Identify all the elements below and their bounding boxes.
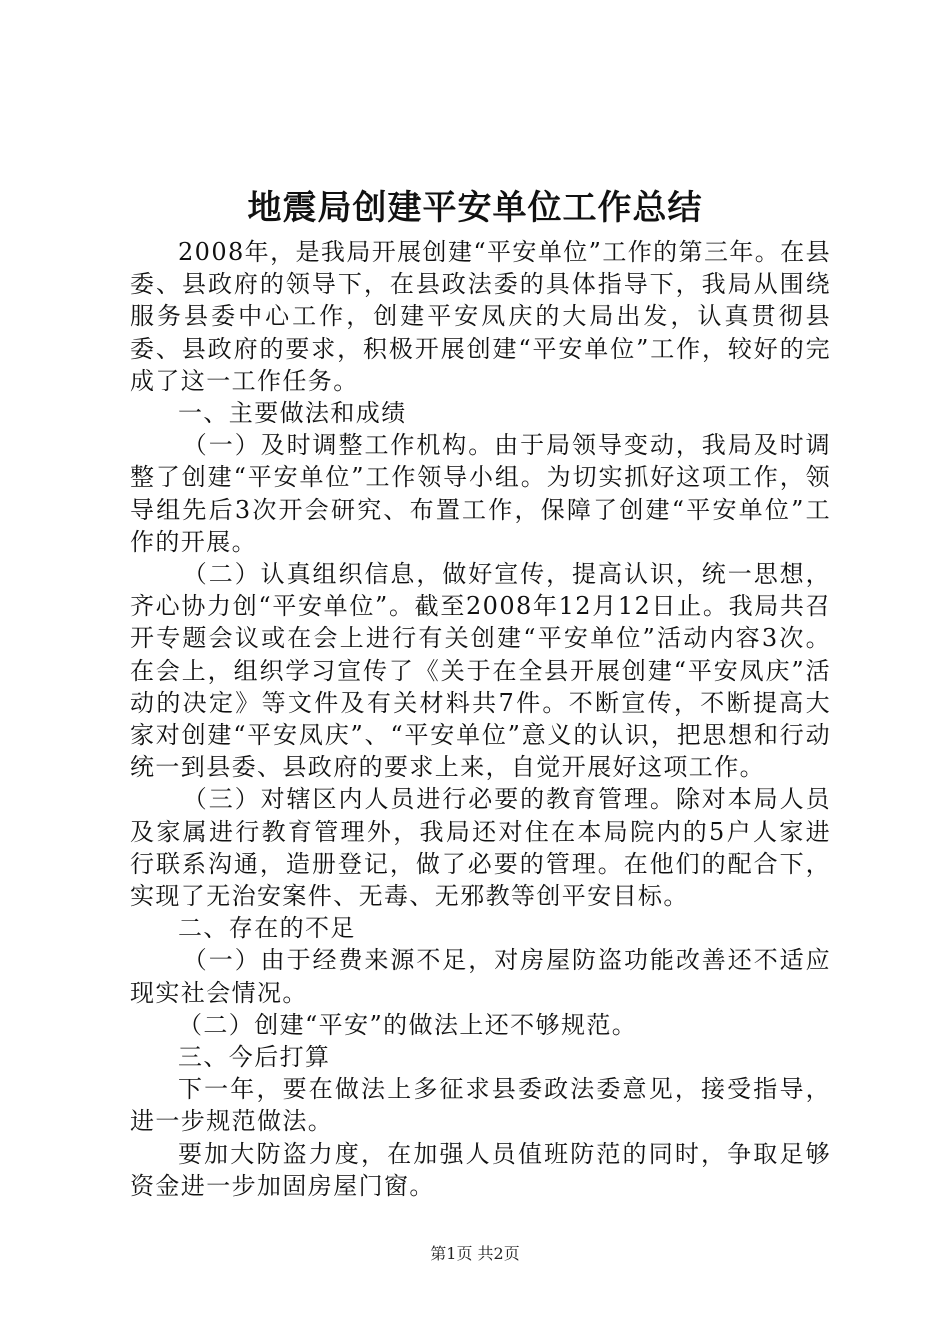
page-number-footer: 第1页 共2页 [430,1244,520,1263]
paragraph-3-1: 下一年，要在做法上多征求县委政法委意见，接受指导，进一步规范做法。 [130,1075,831,1136]
paragraph-3-2: 要加大防盗力度，在加强人员值班防范的同时，争取足够资金进一步加固房屋门窗。 [130,1139,831,1200]
paragraph-2-2: （二）创建“平安”的做法上还不够规范。 [178,1010,638,1039]
paragraph-1-1: （一）及时调整工作机构。由于局领导变动，我局及时调整了创建“平安单位”工作领导小组。为切实抓好这项工作，领导组先后3次开会研究、布置工作，保障了创建“平安单位”工作的开展。 [130,431,831,556]
document-body [130,236,831,1202]
paragraph-1-3: （三）对辖区内人员进行必要的教育管理。除对本局人员及家属进行教育管理外，我局还对住在本局院内的5户人家进行联系沟通，造册登记，做了必要的管理。在他们的配合下，实现了无治安案件、无毒、无邪教等创平安目标。 [130,785,831,911]
section-heading-2: 二、存在的不足 [178,914,356,943]
section-heading-3: 三、今后打算 [178,1043,331,1072]
document-title: 地震局创建平安单位工作总结 [247,188,703,228]
section-heading-1: 一、主要做法和成绩 [178,399,407,428]
paragraph-2-1: （一）由于经费来源不足，对房屋防盗功能改善还不适应现实社会情况。 [130,946,831,1007]
paragraph-1-2: （二）认真组织信息，做好宣传，提高认识，统一思想，齐心协力创“平安单位”。截至2008年12月12日止。我局共召开专题会议或在会上进行有关创建“平安单位”活动内容3次。在会上，组织学习宣传了《关于在全县开展创建“平安凤庆”活动的决定》等文件及有关材料共7件。不断宣传，不断提高大家对创建“平安凤庆”、“平安单位”意义的认识，把思想和行动统一到县委、县政府的要求上来，自觉开展好这项工作。 [130,560,831,782]
paragraph-intro: 2008年，是我局开展创建“平安单位”工作的第三年。在县委、县政府的领导下，在县政法委的具体指导下，我局从围绕服务县委中心工作，创建平安凤庆的大局出发，认真贯彻县委、县政府的要求，积极开展创建“平安单位”工作，较好的完成了这一工作任务。 [130,238,831,395]
